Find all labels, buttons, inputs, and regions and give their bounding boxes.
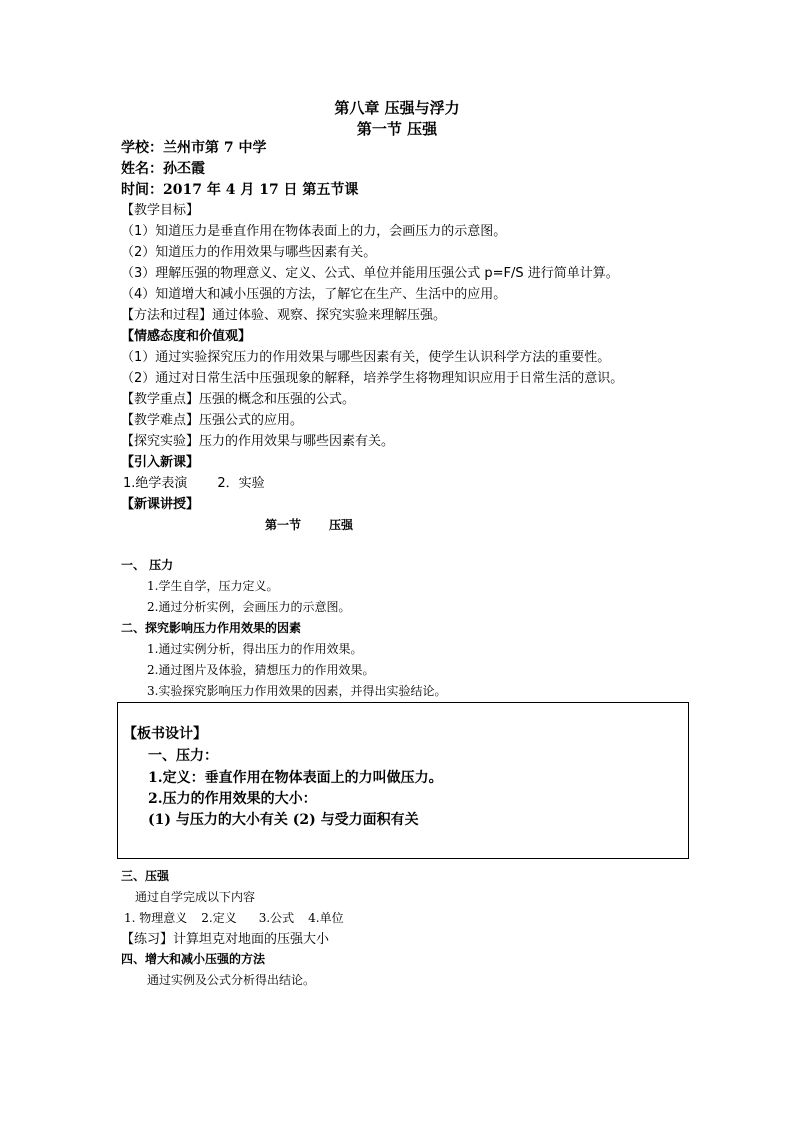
intro-item: 2．实验 xyxy=(217,476,265,491)
name-line: 姓名：孙丕霞 xyxy=(121,161,205,177)
new-lesson-heading: 【新课讲授】 xyxy=(121,497,200,512)
part2-item: 1.通过实例分析，得出压力的作用效果。 xyxy=(147,642,363,656)
practice-line: 【练习】计算坦克对地面的压强大小 xyxy=(121,932,330,947)
board-line: 2.压力的作用效果的大小： xyxy=(148,791,317,807)
part1-title: 一、 压力 xyxy=(121,558,174,572)
part4-subtitle: 通过实例及公式分析得出结论。 xyxy=(147,973,316,987)
attitude-item: （1）通过实验探究压力的作用效果与哪些因素有关，使学生认识科学方法的重要性。 xyxy=(121,350,611,365)
key-point-line: 【教学重点】压强的概念和压强的公式。 xyxy=(121,392,356,407)
board-line: 1.定义：垂直作用在物体表面上的力叫做压力。 xyxy=(148,770,443,786)
intro-item: 1.绝学表演 xyxy=(123,476,188,491)
intro-heading: 【引入新课】 xyxy=(121,455,200,470)
goal-item: （1）知道压力是垂直作用在物体表面上的力，会画压力的示意图。 xyxy=(121,224,507,239)
section-title: 第一节 压强 xyxy=(356,120,438,138)
board-line: (1) 与压力的大小有关 (2) 与受力面积有关 xyxy=(148,812,419,828)
school-line: 学校：兰州市第 7 中学 xyxy=(121,140,267,156)
part2-title: 二、探究影响压力作用效果的因素 xyxy=(121,621,302,635)
part3-item: 3.公式 xyxy=(258,911,295,925)
part4-title: 四、增大和减小压强的方法 xyxy=(121,952,266,966)
chapter-title: 第八章 压强与浮力 xyxy=(334,99,460,117)
goals-heading: 【教学目标】 xyxy=(121,203,200,218)
part2-item: 3.实验探究影响压力作用效果的因素，并得出实验结论。 xyxy=(147,684,447,698)
lesson-section-heading xyxy=(265,516,353,533)
part3-item: 4.单位 xyxy=(308,911,344,925)
part3-title: 三、压强 xyxy=(121,869,170,883)
part2-item: 2.通过图片及体验，猜想压力的作用效果。 xyxy=(147,663,375,677)
experiment-line: 【探究实验】压力的作用效果与哪些因素有关。 xyxy=(121,434,395,449)
board-line: 一、压力： xyxy=(148,748,218,764)
part3-items xyxy=(124,909,344,927)
board-design-box xyxy=(117,702,689,859)
intro-items xyxy=(123,474,265,494)
lesson-section-name: 压强 xyxy=(329,518,354,532)
time-line: 时间：2017 年 4 月 17 日 第五节课 xyxy=(121,182,359,198)
part1-item: 2.通过分析实例，会画压力的示意图。 xyxy=(147,600,351,614)
part3-item: 2.定义 xyxy=(201,911,237,925)
part1-item: 1.学生自学，压力定义。 xyxy=(147,579,279,593)
board-heading: 【板书设计】 xyxy=(123,726,207,742)
method-line: 【方法和过程】通过体验、观察、探究实验来理解压强。 xyxy=(121,308,447,323)
attitude-item: （2）通过对日常生活中压强现象的解释，培养学生将物理知识应用于日常生活的意识。 xyxy=(121,371,624,386)
goal-item: （3）理解压强的物理意义、定义、公式、单位并能用压强公式 p=F/S 进行简单计算。 xyxy=(121,266,619,281)
part3-subtitle: 通过自学完成以下内容 xyxy=(135,890,256,904)
part3-item: 1. 物理意义 xyxy=(124,911,188,925)
lesson-section-number: 第一节 xyxy=(265,518,302,532)
goal-item: （2）知道压力的作用效果与哪些因素有关。 xyxy=(121,245,377,260)
difficulty-line: 【教学难点】压强公式的应用。 xyxy=(121,413,304,428)
attitude-heading: 【情感态度和价值观】 xyxy=(121,329,252,344)
goal-item: （4）知道增大和减小压强的方法，了解它在生产、生活中的应用。 xyxy=(121,287,507,302)
